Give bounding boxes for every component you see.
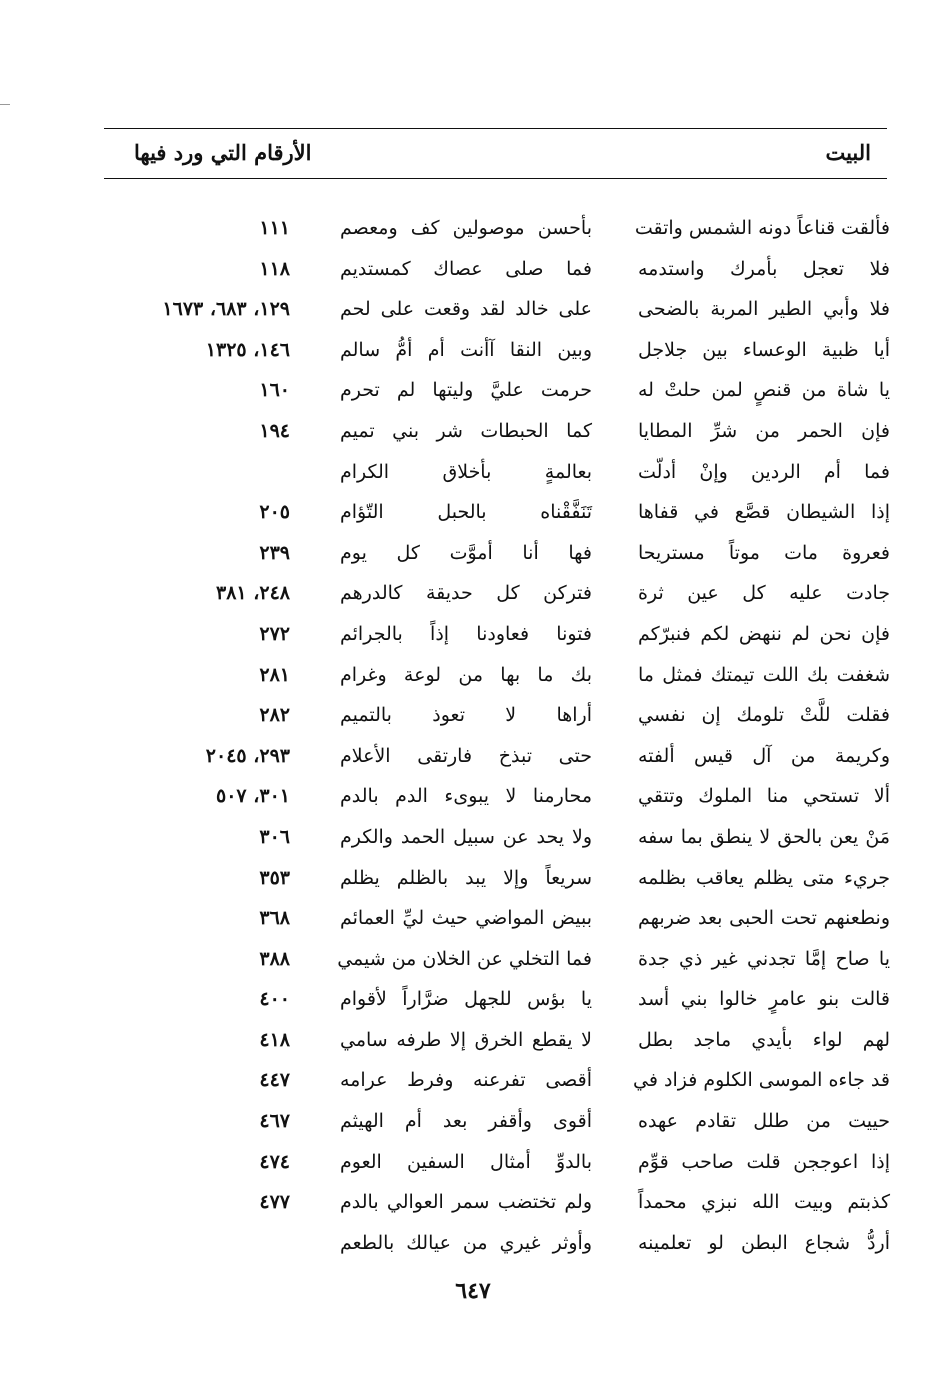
verse-row <box>0 330 946 371</box>
verse-row <box>0 411 946 452</box>
first-hemistich: إذا الشيطان قصَّع في قفاها <box>638 501 890 524</box>
reference-numbers: ٤١٨ <box>259 1028 290 1051</box>
first-hemistich: فألقت قناعاً دونه الشمس واتقت <box>634 217 890 239</box>
first-hemistich: قالت بنو عامرٍ خالوا بني أسد <box>638 988 890 1011</box>
reference-numbers: ١٩٤ <box>259 419 290 442</box>
reference-numbers: ٤٤٧ <box>259 1069 290 1092</box>
second-hemistich: حرمت عليَّ وليتها لم تحرم <box>340 379 592 402</box>
second-hemistich: محارمنا لا يبوىء الدم بالدم <box>340 785 592 808</box>
verse-row <box>0 695 946 736</box>
first-hemistich: فلا تعجل بأمرك واستدمه <box>638 257 890 280</box>
second-hemistich: كما الحبطات شر بني تميم <box>340 419 592 442</box>
reference-numbers: ٢٠٥ <box>259 501 290 524</box>
verse-row <box>0 736 946 777</box>
verse-index-list <box>0 208 946 1263</box>
numbers-column-heading: الأرقام التي ورد فيها <box>134 140 312 165</box>
verse-row <box>0 939 946 980</box>
reference-numbers: ٤٧٤ <box>259 1150 290 1173</box>
verse-row <box>0 979 946 1020</box>
verse-row <box>0 898 946 939</box>
second-hemistich: بأحسن موصولين كف ومعصم <box>340 217 592 239</box>
second-hemistich: فها أنا أموَّت كل يوم <box>340 541 592 564</box>
reference-numbers: ٤٦٧ <box>259 1110 290 1133</box>
second-hemistich: أقصى تفرعنه وفرط عرامه <box>340 1069 592 1092</box>
second-hemistich: أراها لا تعوذ بالتميم <box>340 704 592 727</box>
table-header <box>104 136 887 172</box>
reference-numbers: ٢٤٨، ٣٨١ <box>216 582 290 605</box>
verse-row <box>0 208 946 249</box>
second-hemistich: فتركن كل حديقة كالدرهم <box>340 582 592 605</box>
verse-column-heading: البيت <box>825 140 871 165</box>
verse-row <box>0 1223 946 1264</box>
first-hemistich: أيا ظبية الوعساء بين جلاجل <box>638 338 890 361</box>
verse-row <box>0 1060 946 1101</box>
verse-row <box>0 1020 946 1061</box>
second-hemistich: على خالد لقد وقعت على لحم <box>340 298 592 321</box>
first-hemistich: أردُّ شجاع البطن لو تعلمينه <box>638 1231 890 1254</box>
page-number: ٦٤٧ <box>455 1278 491 1304</box>
reference-numbers: ٣٨٨ <box>259 947 290 970</box>
reference-numbers: ١١٨ <box>259 257 290 280</box>
second-hemistich: بك ما بها من لوعة وغرام <box>340 663 592 686</box>
second-hemistich: حتى تبذخ فارتقى الأعلام <box>340 744 592 767</box>
verse-row <box>0 614 946 655</box>
reference-numbers: ١٦٠ <box>259 379 290 402</box>
first-hemistich: فإن الحمر من شرِّ المطايا <box>638 419 890 442</box>
first-hemistich: جادت عليه كل عين ثرة <box>638 582 890 605</box>
first-hemistich: مَنْ يعن بالحق لا ينطق بما سفه <box>638 825 890 848</box>
verse-row <box>0 492 946 533</box>
first-hemistich: شغفت بك اللت تيمتك فمثل ما <box>638 663 890 686</box>
verse-row <box>0 1182 946 1223</box>
second-hemistich: بالدوِّ أمثال السفين العوم <box>340 1150 592 1173</box>
first-hemistich: جريء متى يظلم يعاقب بظلمه <box>638 866 890 889</box>
margin-mark <box>0 104 10 105</box>
verse-row <box>0 1101 946 1142</box>
second-hemistich: وأوثر غيري من عيالك بالطعم <box>340 1231 592 1254</box>
second-hemistich: ولا يحد عن سبيل الحمد والكرم <box>340 825 592 848</box>
verse-row <box>0 776 946 817</box>
second-hemistich: أقوى وأقفر بعد أم الهيثم <box>340 1110 592 1133</box>
reference-numbers: ٢٣٩ <box>259 541 290 564</box>
second-hemistich: فما التخلي عن الخلان من شيمي <box>337 947 592 970</box>
reference-numbers: ٣٦٨ <box>259 907 290 930</box>
reference-numbers: ١١١ <box>259 217 290 239</box>
first-hemistich: إذا اعوججن قلت صاحب قوِّم <box>638 1150 890 1173</box>
reference-numbers: ٣٥٣ <box>259 866 290 889</box>
reference-numbers: ١٢٩، ٦٨٣، ١٦٧٣ <box>162 298 290 321</box>
reference-numbers: ٢٩٣، ٢٠٤٥ <box>205 744 290 767</box>
first-hemistich: يا صاح إمَّا تجدني غير ذي جدة <box>638 947 890 970</box>
reference-numbers: ٣٠١، ٥٠٧ <box>216 785 290 808</box>
first-hemistich: ونطعنهم تحت الحبى بعد ضربهم <box>638 907 890 930</box>
first-hemistich: كذبتم وبيت الله نبزي محمداً <box>638 1191 890 1214</box>
second-hemistich: فما صلى عصاك كمستديم <box>340 257 592 280</box>
first-hemistich: فقلت للَّتْ تلومك إن نفسي <box>638 704 890 727</box>
verse-row <box>0 858 946 899</box>
reference-numbers: ٣٠٦ <box>259 825 290 848</box>
first-hemistich: وكريمة من آل قيس ألفته <box>638 744 890 767</box>
reference-numbers: ٢٨١ <box>259 663 290 686</box>
verse-row <box>0 249 946 290</box>
verse-row <box>0 817 946 858</box>
second-hemistich: سريعاً وإلا يبد بالظلم يظلم <box>340 866 592 889</box>
second-hemistich: لا يقطع الخرق إلا طرفه سامي <box>340 1028 592 1051</box>
reference-numbers: ١٤٦، ١٣٢٥ <box>205 338 290 361</box>
reference-numbers: ٢٧٢ <box>259 622 290 645</box>
first-hemistich: يا شاة من قنصٍ لمن حلتْ له <box>638 379 890 402</box>
first-hemistich: حييت من طلل تقادم عهده <box>638 1110 890 1133</box>
first-hemistich: لهم لواء بأيدي ماجد بطل <box>638 1028 890 1051</box>
header-top-rule <box>104 128 887 129</box>
first-hemistich: فلا وأبي الطير المربة بالضحى <box>638 298 890 321</box>
second-hemistich: ببيض المواضي حيث ليِّ العمائم <box>340 907 592 930</box>
header-bottom-rule <box>104 178 887 179</box>
verse-row <box>0 452 946 493</box>
verse-row <box>0 289 946 330</box>
first-hemistich: قد جاءه الموسى الكلوم فزاد في <box>633 1069 890 1092</box>
reference-numbers: ٢٨٢ <box>259 704 290 727</box>
verse-row <box>0 370 946 411</box>
verse-row <box>0 1142 946 1183</box>
first-hemistich: فإن نحن لم ننهض لكم فنبرّكم <box>638 622 890 645</box>
verse-row <box>0 573 946 614</box>
first-hemistich: فما أم الردين وإنْ أدلّت <box>638 460 890 483</box>
second-hemistich: ولم تختضب سمر العوالي بالدم <box>340 1191 592 1214</box>
verse-row <box>0 655 946 696</box>
second-hemistich: بعالمةٍ بأخلاق الكرام <box>340 460 592 483</box>
second-hemistich: وبين النقا آأنت أم أمُّ سالم <box>340 338 592 361</box>
second-hemistich: فتونا فعاودنا إذاً بالجرائم <box>340 622 592 645</box>
reference-numbers: ٤٧٧ <box>259 1191 290 1214</box>
first-hemistich: ألا تستحي منا الملوك وتتقي <box>638 785 890 808</box>
first-hemistich: فعروة مات موتاً مستريحا <box>638 541 890 564</box>
second-hemistich: يا بؤس للجهل ضرَّاراً لأقوام <box>340 988 592 1011</box>
verse-row <box>0 533 946 574</box>
reference-numbers: ٤٠٠ <box>259 988 290 1011</box>
second-hemistich: تَنَفَّقْناه بالحبل التّؤام <box>340 501 592 524</box>
